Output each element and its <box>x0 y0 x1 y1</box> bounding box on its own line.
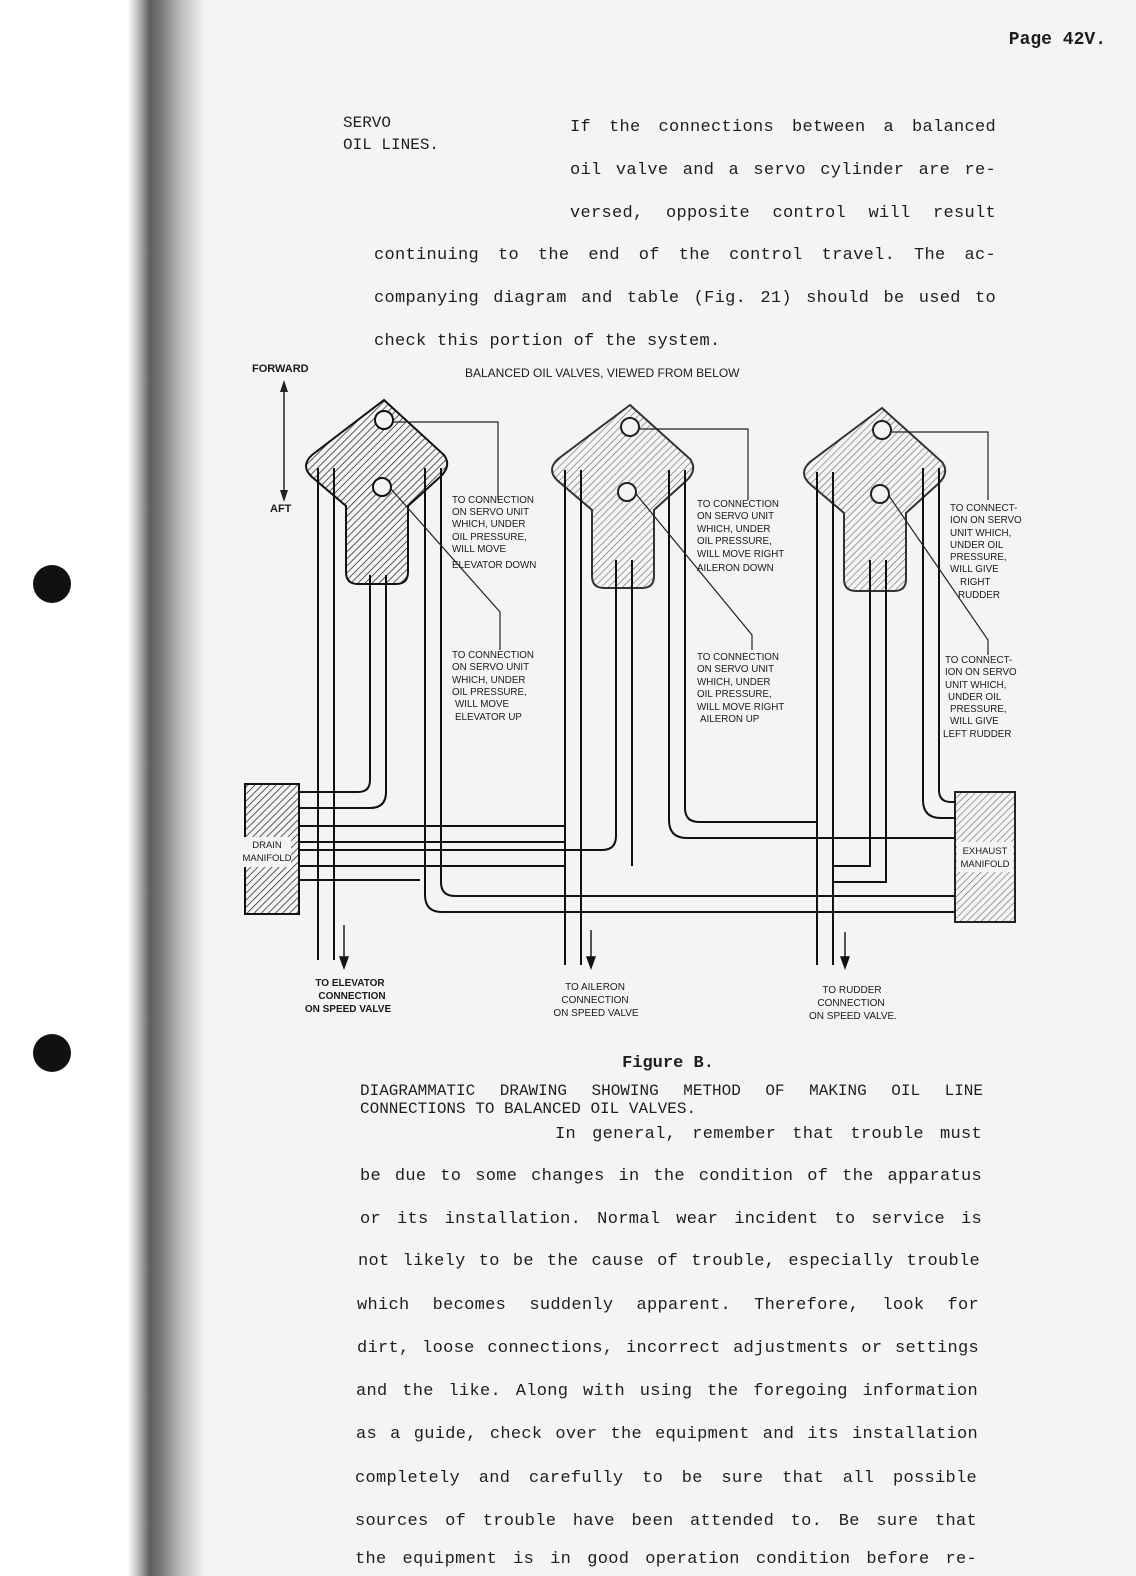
svg-text:TO CONNECTION: TO CONNECTION <box>452 650 535 661</box>
svg-text:ION ON SERVO: ION ON SERVO <box>950 515 1022 526</box>
intro-line: companying diagram and table (Fig. 21) should be used to <box>374 289 996 308</box>
oil-valve-diagram <box>230 355 1050 1035</box>
svg-text:WILL GIVE: WILL GIVE <box>950 716 999 727</box>
intro-line: check this portion of the system. <box>374 332 721 351</box>
svg-text:WILL GIVE: WILL GIVE <box>950 564 999 575</box>
section-heading-line: OIL LINES. <box>343 136 440 154</box>
svg-text:OIL PRESSURE,: OIL PRESSURE, <box>697 689 772 700</box>
manifold-link <box>300 866 566 880</box>
svg-text:OIL PRESSURE,: OIL PRESSURE, <box>452 687 527 698</box>
aileron-valve <box>552 405 693 588</box>
figure-caption-line: DIAGRAMMATIC DRAWING SHOWING METHOD OF MAKING OIL LINE <box>360 1082 983 1100</box>
svg-text:TO AILERON: TO AILERON <box>565 982 625 993</box>
svg-text:TO CONNECT-: TO CONNECT- <box>950 503 1018 514</box>
drain-manifold-label: DRAIN <box>252 840 282 851</box>
svg-text:CONNECTION: CONNECTION <box>561 995 629 1006</box>
svg-text:TO RUDDER: TO RUDDER <box>822 985 882 996</box>
intro-line: versed, opposite control will result <box>570 204 996 223</box>
body-line: sources of trouble have been attended to. Be sure that <box>355 1512 977 1531</box>
svg-text:WHICH, UNDER: WHICH, UNDER <box>697 524 771 535</box>
svg-text:UNDER OIL: UNDER OIL <box>948 692 1002 703</box>
body-line: which becomes suddenly apparent. Therefore, look for <box>357 1296 979 1315</box>
rudder-valve <box>804 408 945 591</box>
figure-title: Figure B. <box>622 1054 714 1073</box>
svg-text:PRESSURE,: PRESSURE, <box>950 552 1007 563</box>
aft-arrow-icon <box>280 490 288 502</box>
svg-text:TO CONNECTION: TO CONNECTION <box>697 499 780 510</box>
callout-aileron-up <box>697 652 784 725</box>
flow-arrows <box>340 925 849 968</box>
aft-label: AFT <box>270 503 292 515</box>
svg-text:ELEVATOR DOWN: ELEVATOR DOWN <box>452 560 537 571</box>
svg-text:TO CONNECTION: TO CONNECTION <box>697 652 780 663</box>
section-heading-line: SERVO <box>343 114 392 132</box>
punch-hole <box>33 565 71 603</box>
valve-port <box>618 483 636 501</box>
svg-text:TO CONNECT-: TO CONNECT- <box>945 655 1013 666</box>
svg-text:PRESSURE,: PRESSURE, <box>950 704 1007 715</box>
svg-text:WHICH, UNDER: WHICH, UNDER <box>452 675 526 686</box>
svg-text:AILERON UP: AILERON UP <box>700 714 760 725</box>
svg-text:ON SERVO UNIT: ON SERVO UNIT <box>697 511 775 522</box>
body-line: be due to some changes in the condition of the apparatus <box>360 1167 982 1186</box>
svg-text:TO ELEVATOR: TO ELEVATOR <box>315 978 385 989</box>
svg-text:ON SERVO UNIT: ON SERVO UNIT <box>452 507 530 518</box>
elevator-drain-pipe <box>300 575 386 808</box>
body-line: not likely to be the cause of trouble, especially trouble <box>358 1252 980 1271</box>
svg-text:TO CONNECTION: TO CONNECTION <box>452 495 535 506</box>
body-line: completely and carefully to be sure that all possible <box>355 1469 977 1488</box>
valve-port <box>873 421 891 439</box>
valve-port <box>871 485 889 503</box>
svg-text:ON SPEED VALVE.: ON SPEED VALVE. <box>809 1011 897 1022</box>
intro-line: If the connections between a balanced <box>570 118 996 137</box>
svg-text:ON SERVO UNIT: ON SERVO UNIT <box>452 662 530 673</box>
svg-text:CONNECTION: CONNECTION <box>318 991 386 1002</box>
binding-spine <box>0 0 205 1576</box>
body-line: and the like. Along with using the foregoing information <box>356 1382 978 1401</box>
svg-text:ON SPEED VALVE: ON SPEED VALVE <box>553 1008 639 1019</box>
svg-text:WHICH, UNDER: WHICH, UNDER <box>697 677 771 688</box>
svg-text:ION ON SERVO: ION ON SERVO <box>945 667 1017 678</box>
svg-text:WILL MOVE RIGHT: WILL MOVE RIGHT <box>697 549 785 560</box>
svg-text:UNIT WHICH,: UNIT WHICH, <box>945 680 1007 691</box>
exhaust-manifold-label: EXHAUST <box>962 846 1008 857</box>
svg-text:LEFT RUDDER: LEFT RUDDER <box>943 729 1012 740</box>
rudder-supply-pipe <box>817 472 833 965</box>
elevator-supply-pipe <box>318 468 334 960</box>
diagram-title: BALANCED OIL VALVES, VIEWED FROM BELOW <box>465 366 740 380</box>
callout-rudder-left <box>943 655 1017 740</box>
intro-line: continuing to the end of the control travel. The ac- <box>374 246 996 265</box>
forward-arrow-icon <box>280 380 288 392</box>
body-line: as a guide, check over the equipment and its installation <box>356 1425 978 1444</box>
drain-manifold-label: MANIFOLD <box>242 853 292 864</box>
valve-port <box>373 478 391 496</box>
intro-line: oil valve and a servo cylinder are re- <box>570 161 996 180</box>
svg-text:OIL PRESSURE,: OIL PRESSURE, <box>697 536 772 547</box>
svg-text:WILL MOVE: WILL MOVE <box>452 544 507 555</box>
callout-elevator-down <box>452 495 536 571</box>
body-line: In general, remember that trouble must <box>555 1125 982 1144</box>
label-to-aileron <box>553 982 639 1019</box>
svg-text:WHICH, UNDER: WHICH, UNDER <box>452 519 526 530</box>
svg-text:UNDER OIL: UNDER OIL <box>950 540 1004 551</box>
body-line: the equipment is in good operation condition before re- <box>355 1550 977 1569</box>
svg-text:WILL MOVE: WILL MOVE <box>455 699 510 710</box>
manifold-link <box>300 826 566 842</box>
figure-caption-line: CONNECTIONS TO BALANCED OIL VALVES. <box>360 1100 697 1118</box>
body-line: or its installation. Normal wear incident to service is <box>360 1210 982 1229</box>
forward-label: FORWARD <box>252 363 309 375</box>
label-to-rudder <box>809 985 897 1022</box>
svg-text:OIL PRESSURE,: OIL PRESSURE, <box>452 532 527 543</box>
callout-aileron-down <box>697 499 784 574</box>
aileron-supply-pipe <box>565 470 581 965</box>
svg-text:WILL MOVE RIGHT: WILL MOVE RIGHT <box>697 702 785 713</box>
svg-text:UNIT WHICH,: UNIT WHICH, <box>950 528 1012 539</box>
direction-indicator <box>252 363 309 515</box>
svg-text:RIGHT: RIGHT <box>960 577 991 588</box>
label-to-elevator <box>305 978 392 1015</box>
svg-text:RUDDER: RUDDER <box>958 590 1000 601</box>
callout-rudder-right <box>950 503 1022 601</box>
page-number: Page 42V. <box>1008 30 1106 50</box>
rudder-drain-pipe <box>834 560 886 882</box>
elevator-valve <box>306 400 447 584</box>
valve-port <box>621 418 639 436</box>
svg-text:CONNECTION: CONNECTION <box>817 998 885 1009</box>
body-line: dirt, loose connections, incorrect adjustments or settings <box>357 1339 979 1358</box>
callout-elevator-up <box>452 650 534 723</box>
svg-text:AILERON DOWN: AILERON DOWN <box>697 563 774 574</box>
svg-text:ON SERVO UNIT: ON SERVO UNIT <box>697 664 775 675</box>
svg-text:ELEVATOR UP: ELEVATOR UP <box>455 712 522 723</box>
svg-text:ON SPEED VALVE: ON SPEED VALVE <box>304 1004 392 1015</box>
exhaust-manifold-label: MANIFOLD <box>960 859 1010 870</box>
section-heading <box>343 112 439 156</box>
valve-port <box>375 411 393 429</box>
